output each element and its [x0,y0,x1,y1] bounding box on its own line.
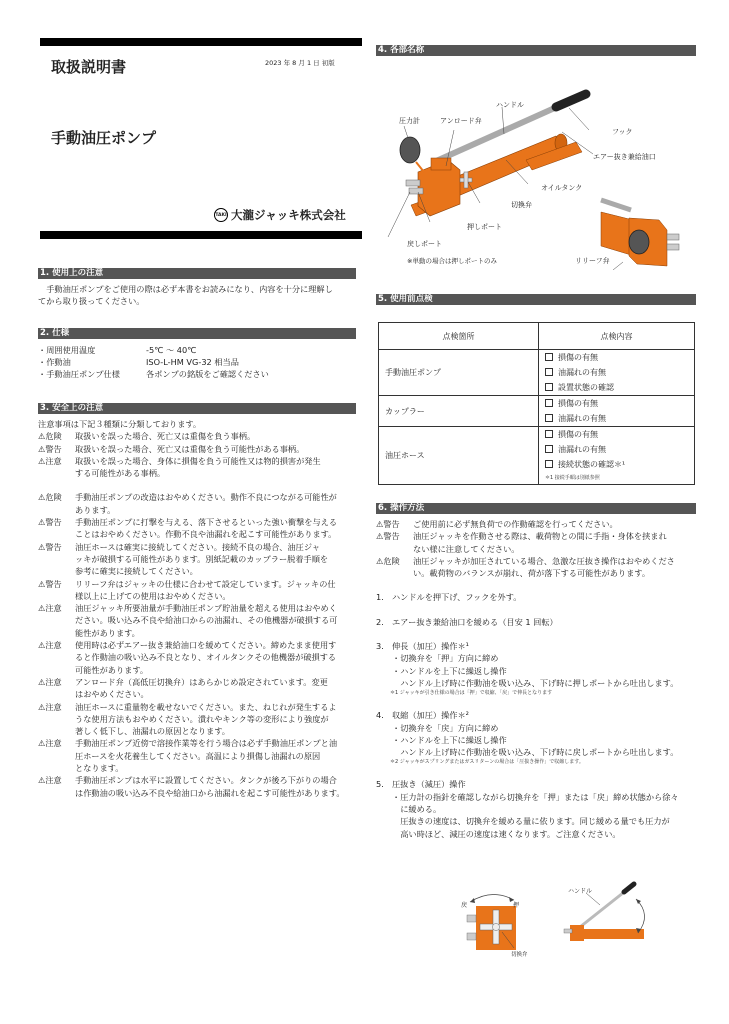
text-line: 著しく低下し、油漏れの原因となります。 [75,726,230,737]
step-3-note: ＊1 ジャッキが引き仕様の場合は「押」で収縮、「戻」で伸長となります [390,690,553,697]
step-5-body [376,791,698,840]
text-line: ・切換弁を「戻」方向に締め [392,722,499,733]
label-air-vent: エアー抜き兼給油口 [593,153,656,161]
caution-text [75,455,321,480]
checkbox[interactable] [545,383,553,391]
caution-item [38,443,358,455]
section-4-heading: 4. 各部名称 [376,45,696,56]
check-label: 油漏れの有無 [558,368,606,377]
check-label: 油漏れの有無 [558,445,606,454]
step-2: 2. エアー抜き兼給油口を緩める（目安 1 回転） [376,616,558,627]
caution-text [75,541,328,578]
inspection-place: 油圧ホース [379,427,539,485]
text-line: 圧ホースを火花養生してください。高温により損傷し油漏れの原因 [75,750,321,761]
inspection-checks [539,427,695,485]
label-switch-valve-diagram: 切換弁 [511,952,528,958]
caution-item [38,578,358,603]
text-line: 使用時は必ずエアー抜き兼給油口を緩めてください。締めたまま使用す [75,640,337,651]
text-line: うな使用方法もおやめください。潰れやキンク等の変形により強度が [75,713,329,724]
text-line: 油圧ジャッキ所要油量が手動油圧ポンプ貯油量を超える使用はおやめく [75,603,337,614]
spec-list [38,344,269,380]
inspection-place: 手動油圧ポンプ [379,350,539,396]
caution-level-tag: ⚠注意 [38,701,62,712]
text-line: ださい。吸い込み不良や給油口からの油漏れ、その他機器が破損する可 [75,615,338,626]
rotation-arrow [470,894,514,902]
caution-level-tag: ⚠警告 [38,443,62,454]
text-line: ・ハンドルを上下に繰返し操作 [392,734,507,745]
checkbox[interactable] [545,353,553,361]
text-line: 能性があります。 [75,627,140,638]
text-line: あります。 [75,504,116,515]
caution-level-tag: ⚠注意 [38,603,62,614]
spec-row [38,344,269,356]
caution-item [38,602,358,639]
text-line: は作動油の吸い込み不良や給油口から油漏れを起こす可能性があります。 [75,787,345,798]
header-bottom-rule [40,231,362,239]
caution-item [38,701,358,738]
switch-valve-diagram [462,888,537,958]
caution-level-tag: ⚠警告 [376,519,400,529]
label-push-port: 押しポート [467,223,502,231]
caution-text [75,602,338,639]
spec-value: 各ポンプの銘版をご確認ください [146,369,269,379]
spacer [376,628,698,640]
table-header-row [379,323,695,350]
caution-item [38,491,358,516]
caution-item [38,737,358,774]
check-item [545,396,688,411]
text-line: アンロード弁（高低圧切換弁）はあらかじめ設定されています。変更 [75,676,328,687]
check-item [545,427,688,442]
check-label: 設置状態の確認 [558,383,614,392]
caution-text [75,737,337,774]
checkbox[interactable] [545,414,553,422]
caution-text [75,774,345,799]
column-header: 点検箇所 [379,323,539,350]
spacer [38,479,358,491]
company-name: 大瀧ジャッキ株式会社 [231,208,346,222]
relief-inset [601,200,679,270]
check-label: 損傷の有無 [558,399,598,408]
text-line: 油圧ホースは確実に接続してください。接続不良の場合、油圧ジャ [75,541,321,552]
caution-item [38,541,358,578]
text-line: 様以上に上げての使用はおやめください。 [75,590,231,601]
label-handle-diagram: ハンドル [568,888,593,895]
caution-text [75,701,337,738]
company-logo [214,207,346,223]
spec-row [38,368,269,380]
section-5-heading: 5. 使用前点検 [376,294,696,305]
pressure-gauge [400,137,420,163]
text-line: 手動油圧ポンプに打撃を与える、落下させるといった強い衝撃を与える [75,517,338,528]
spec-label: ・周囲使用温度 [38,345,96,355]
label-switch-valve: 切換弁 [511,201,532,209]
text-line: ・ハンドルを上下に繰返し操作 [392,665,507,676]
check-label: 接続状態の確認＊¹ [558,460,626,469]
caution-level-tag: ⚠警告 [38,578,62,589]
text-line: リリーフ弁はジャッキの仕様に合わせて設定しています。ジャッキの仕 [75,578,336,589]
caution-item [38,639,358,676]
caution-text [75,430,255,442]
check-item [545,365,688,380]
text-line: 圧抜きの速度は、切換弁を緩める量に依ります。同じ緩める量でも圧力が [392,816,670,827]
text-line: ない様に注意してください。 [413,543,520,554]
caution-level-tag: ⚠危険 [38,431,62,442]
label-pressure-gauge: 圧力計 [399,117,420,125]
single-acting-note: ※単動の場合は押しポートのみ [407,257,497,265]
checkbox[interactable] [545,430,553,438]
caution-text [413,555,675,580]
spec-row [38,356,269,368]
check-item [545,457,688,472]
text-line: 油圧ジャッキを作動させる際は、載荷物との間に手指・身体を挟まれ [413,531,667,542]
text-line: ご使用前に必ず無負荷での作動確認を行ってください。 [413,519,618,529]
caution-level-tag: ⚠警告 [38,517,62,528]
caution-text [413,518,618,530]
handle-grip [556,94,586,107]
text-line: 手動油圧ポンプは水平に設置してください。タンクが後ろ下がりの場合 [75,775,337,786]
safety-intro: 注意事項は下記３種類に分類しております。 [38,419,202,429]
text-line: 可能性があります。 [75,664,149,675]
text-line: 手動油圧ポンプ近傍で溶接作業等を行う場合は必ず手動油圧ポンプと油 [75,738,338,749]
caution-level-tag: ⚠注意 [38,738,62,749]
check-item [545,350,688,365]
caution-level-tag: ⚠危険 [38,492,62,503]
label-return-port: 戻しポート [407,240,442,248]
text-line: 油圧ジャッキが加圧されている場合、急激な圧抜き操作はおやめくださ [413,555,675,566]
label-oil-tank: オイルタンク [541,184,583,192]
caution-level-tag: ⚠注意 [38,455,62,466]
text-line: ると作動油の吸い込み不良となり、オイルタンクその他機器が破損する [75,652,337,663]
label-return: 戻 [461,902,468,909]
text-line: ・切換弁を「押」方向に締め [392,653,499,664]
tank [580,929,644,939]
text-line: ハンドル上げ時に作動油を吸い込み、下げ時に押しポートから吐出します。 [392,677,679,688]
text-line: 油圧ホースに重量物を載せないでください。また、ねじれが発生するよ [75,701,337,712]
label-handle: ハンドル [496,101,524,109]
caution-item [38,774,358,799]
spec-label: ・手動油圧ポンプ仕様 [38,369,120,379]
section-2-heading: 2. 仕様 [38,328,356,339]
caution-text [75,443,304,455]
checkbox[interactable] [545,445,553,453]
caution-level-tag: ⚠注意 [38,775,62,786]
text-line: となります。 [75,763,124,774]
caution-text [75,578,336,603]
caution-level-tag: ⚠警告 [38,541,62,552]
motion-arrow [636,899,645,933]
inspection-table [378,322,695,485]
text-line: てから取り扱ってください。 [38,296,145,307]
check-item [545,411,688,426]
step-4-note: ＊2 ジャッキがスプリングまたはガスリターンの場合は「圧抜き操作」で収縮します。 [390,759,584,766]
caution-level-tag: ⚠注意 [38,640,62,651]
step-5-title: 5. 圧抜き（減圧）操作 [376,779,466,790]
text-line: する可能性がある事柄。 [75,468,166,479]
caution-text [75,676,328,701]
check-label: 油漏れの有無 [558,414,606,423]
caution-item [376,555,698,580]
caution-item [376,530,698,555]
spec-label: ・作動油 [38,357,71,367]
caution-item [38,676,358,701]
top-rule [40,38,362,46]
operation-section [376,518,698,840]
text-line: 高い時ほど、減圧の速度は速くなります。ご注意ください。 [392,828,621,839]
text-line: 参考に確実に接続してください。 [75,566,198,577]
checkbox[interactable] [545,460,553,468]
text-line: 手動油圧ポンプの改造はおやめください。動作不良につながる可能性が [75,492,337,503]
step-3-body [376,652,698,689]
text-line: ッキが破損する可能性があります。別紙記載のカップラー脱着手順を [75,553,329,564]
label-hook: フック [612,128,633,136]
label-relief-valve: リリーフ弁 [575,257,610,265]
step-4-body [376,722,698,759]
text-line: 手動油圧ポンプをご使用の際は必ず本書をお読みになり、内容を十分に理解し [38,284,333,294]
step-3-title: 3. 伸長（加圧）操作＊¹ [376,641,469,652]
table-row [379,427,695,485]
inspection-place: カップラー [379,396,539,427]
table-row [379,350,695,396]
check-item [545,442,688,457]
logo-mark-icon: TAKI [214,208,228,222]
step-4-title: 4. 収縮（加圧）操作＊² [376,710,469,721]
column-header: 点検内容 [539,323,695,350]
label-unload-valve: アンロード弁 [440,117,482,125]
check-item [545,380,688,395]
label-push: 押 [513,902,520,909]
section-3-heading: 3. 安全上の注意 [38,403,356,414]
text-line: はおやめください。 [75,689,149,700]
section-1-heading: 1. 使用上の注意 [38,268,356,279]
caution-item [38,455,358,480]
section-6-heading: 6. 操作方法 [376,503,696,514]
spacer [376,579,698,591]
caution-item [376,518,698,530]
safety-items [38,491,358,798]
caution-text [75,639,336,676]
checkbox[interactable] [545,368,553,376]
text-line: ことはおやめください。作動不良や油漏れを起こす可能性があります。 [75,529,337,540]
table-footnote: ＊1 接続手順は別紙参照 [545,475,600,481]
spacer [376,766,698,778]
text-line: ・圧力計の指針を確認しながら切換弁を「押」または「戻」締め状態から徐々 [392,791,679,802]
caution-text [75,516,337,541]
caution-text [75,491,337,516]
text-line: ハンドル上げ時に作動油を吸い込み、下げ時に戻しポートから吐出します。 [392,747,679,758]
inspection-checks [539,350,695,396]
spec-value: -5℃ ～ 40℃ [146,345,197,355]
spacer [376,604,698,616]
caution-item [38,516,358,541]
caution-level-tag: ⚠注意 [38,676,62,687]
text-line: 取扱いを誤った場合、死亡又は重傷を負う可能性がある事柄。 [75,443,305,454]
caution-text [413,530,667,555]
inspection-checks [539,396,695,427]
text-line: に緩める。 [392,804,442,815]
text-line: 取扱いを誤った場合、身体に損傷を負う可能性又は物的損害が発生 [75,455,321,466]
safety-notes [38,418,358,799]
caution-level-tag: ⚠警告 [376,531,400,542]
operation-warnings [376,518,698,579]
step-1: 1. ハンドルを押下げ、フックを外す。 [376,592,522,603]
checkbox[interactable] [545,399,553,407]
doc-type-title: 取扱説明書 [51,58,127,76]
caution-level-tag: ⚠危険 [376,555,400,566]
safety-legend [38,430,358,479]
check-label: 損傷の有無 [558,430,598,439]
check-label: 損傷の有無 [558,353,598,362]
text-line: 取扱いを誤った場合、死亡又は重傷を負う事柄。 [75,431,256,442]
section-1-body [38,283,333,308]
spec-value: ISO-L-HM VG-32 相当品 [146,357,239,367]
product-title: 手動油圧ポンプ [51,129,157,147]
caution-item [38,430,358,442]
spacer [376,697,698,709]
text-line: い。載荷物のバランスが崩れ、荷が落下する可能性があります。 [413,568,651,579]
table-row [379,396,695,427]
issue-date: 2023 年 8 月 1 日 初版 [265,59,335,67]
